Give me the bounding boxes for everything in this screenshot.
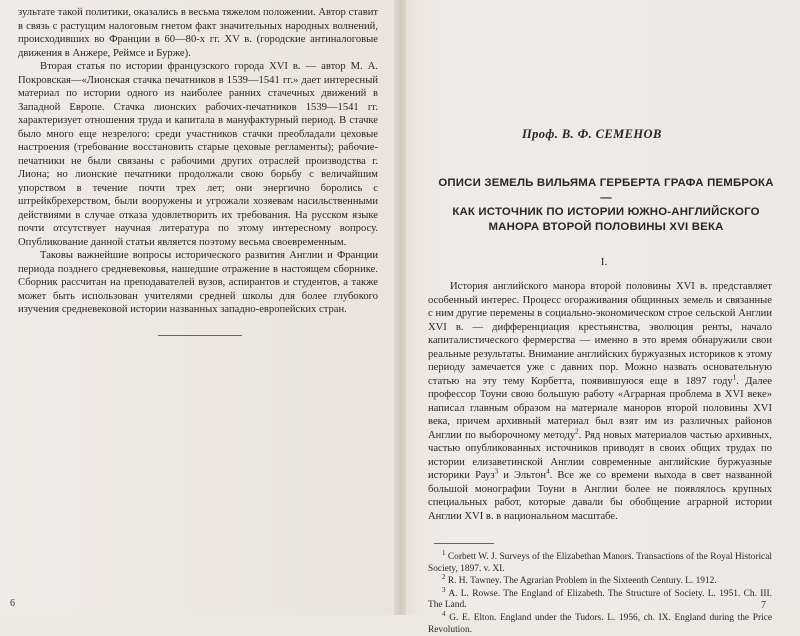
article-author: Проф. В. Ф. СЕМЕНОВ [522, 127, 662, 141]
body-part-2: . Далее профессор Тоуни свою большую работу «Аграрная проблема в XVI веке» написал главным образом на материале маноров второй половины XVI века, причем архивный материал был взят им из различных районов Англии по выборочному методу [428, 375, 772, 441]
book-gutter [394, 0, 406, 615]
body-part-5: . Все же со времени выхода в свет названной большой монографии Тоуни в Англии более не появлялось крупных специальных работ, которые давали бы обобщение аграрной истории Англии XVI в. в национальном масштабе. [428, 470, 772, 522]
footnote-3 [428, 585, 772, 612]
footnote-1-text: Corbett W. J. Surveys of the Elizabethan Manors. Transactions of the Royal Historical Society, 1897. v. XI. [428, 552, 772, 574]
footnote-ref-2: 2 [575, 426, 579, 435]
left-paragraph-3: Таковы важнейшие вопросы исторического развития Англии и Франции периода позднего средневековья, нашедшие отражение в настоящем сборнике. Сборник рассчитан на преподавателей вузов, аспирантов и студентов, а также может быть использован учителями средней школы для более глубокого изучения средневековой истории названных западно-европейских стран. [18, 250, 378, 315]
footnote-ref-3: 3 [494, 467, 499, 476]
right-page [400, 0, 800, 635]
body-part-4: и Эльтон [498, 470, 547, 481]
footnote-4-mark: 4 [442, 609, 446, 618]
footnote-3-mark: 3 [442, 585, 446, 594]
body-part-1: История английского манора второй половины XVI в. представляет особенный интерес. Процесс огораживания общинных земель и связанные с ним другие перемены в социально-экономическом строе сельской Англии XVI в. — дифференциация крестьянства, эволюция ренты, начало капиталистического фермерства — именно в это время обнаружили свои реальные результаты. Внимание английских буржуазных историков к этому периоду замечается уже с давних пор. Можно назвать основательную статью на эту тему Корбетта, появившуюся еще в 1897 году [428, 281, 772, 387]
article-title-line-1: ОПИСИ ЗЕМЕЛЬ ВИЛЬЯМА ГЕРБЕРТА ГРАФА ПЕМБРОКА — [438, 177, 774, 204]
section-end-rule [158, 335, 242, 336]
footnote-1 [428, 548, 772, 575]
footnote-2 [428, 573, 772, 588]
article-title-line-2: КАК ИСТОЧНИК ПО ИСТОРИИ ЮЖНО-АНГЛИЙСКОГО [452, 206, 760, 218]
footnote-4-text: G. E. Elton. England under the Tudors. L. 1956, ch. IX. England during the Price Revolution. [428, 612, 773, 635]
article-paragraph [428, 280, 772, 523]
article-title-line-3: МАНОРА ВТОРОЙ ПОЛОВИНЫ XVI ВЕКА [488, 220, 724, 233]
left-paragraph-2: Вторая статья по истории французского города XVI в. — автор М. А. Покровская—«Лионская стачка печатников в 1539—1541 гг.» дает интересный материал по истории одного из наиболее ранних стачечных движений в Западной Европе. Стачка лионских рабочих-печатников 1539—1541 гг. характеризует отношения труда и капитала в мануфактурный период. В стачке было много еще незрелого: среди участников стачки преобладали цеховые настроения (требование восстановить старые цеховые регламенты); рабочие-печатники не были связаны с рабочими других отраслей производства г. Лиона; но лионские печатники продолжали свою борьбу с величайшим упорством в течение почти трех лет; они энергично боролись с штрейкбрехерством, были вооружены и угрожали хозяевам насильственными действиями в случае отказа удовлетворить их требования. На русском языке почти отсутствует научная литература по этому интересному вопросу. Опубликование данной статьи является поэтому весьма своевременным. [18, 61, 378, 248]
section-number: I. [600, 256, 608, 268]
footnote-2-text: R. H. Tawney. The Agrarian Problem in the Sixteenth Century. L. 1912. [447, 576, 717, 587]
footnote-ref-1: 1 [732, 372, 737, 381]
left-page-number: 6 [10, 598, 15, 609]
article-body [428, 280, 772, 523]
article-title [436, 176, 776, 234]
left-page [0, 0, 400, 615]
left-paragraph-1: зультате такой политики, оказались в весьма тяжелом положении. Автор ставит в связь с растущим налоговым гнетом факт значительных народных волнений, происходивших во Франции в 60—80-х гг. XV в. (городские антиналоговые движения в Анжере, Реймсе и Бурже). [18, 7, 378, 59]
right-page-number: 7 [761, 600, 766, 611]
footnote-3-text: A. L. Rowse. The England of Elizabeth. The Structure of Society. L. 1951. Ch. III. The Land. [428, 588, 772, 611]
left-page-text [18, 6, 378, 317]
footnotes [428, 548, 773, 636]
footnote-ref-4: 4 [546, 467, 550, 476]
footnote-4 [428, 609, 773, 636]
footnote-rule [434, 543, 494, 544]
footnote-1-mark: 1 [442, 548, 446, 557]
footnote-2-mark: 2 [442, 573, 446, 582]
body-part-3: . Ряд новых материалов частью архивных, частью опубликованных источников приводят в своих общих трудах по истории елизаветинской Англии современные английские буржуазные историки Рауз [428, 429, 772, 481]
